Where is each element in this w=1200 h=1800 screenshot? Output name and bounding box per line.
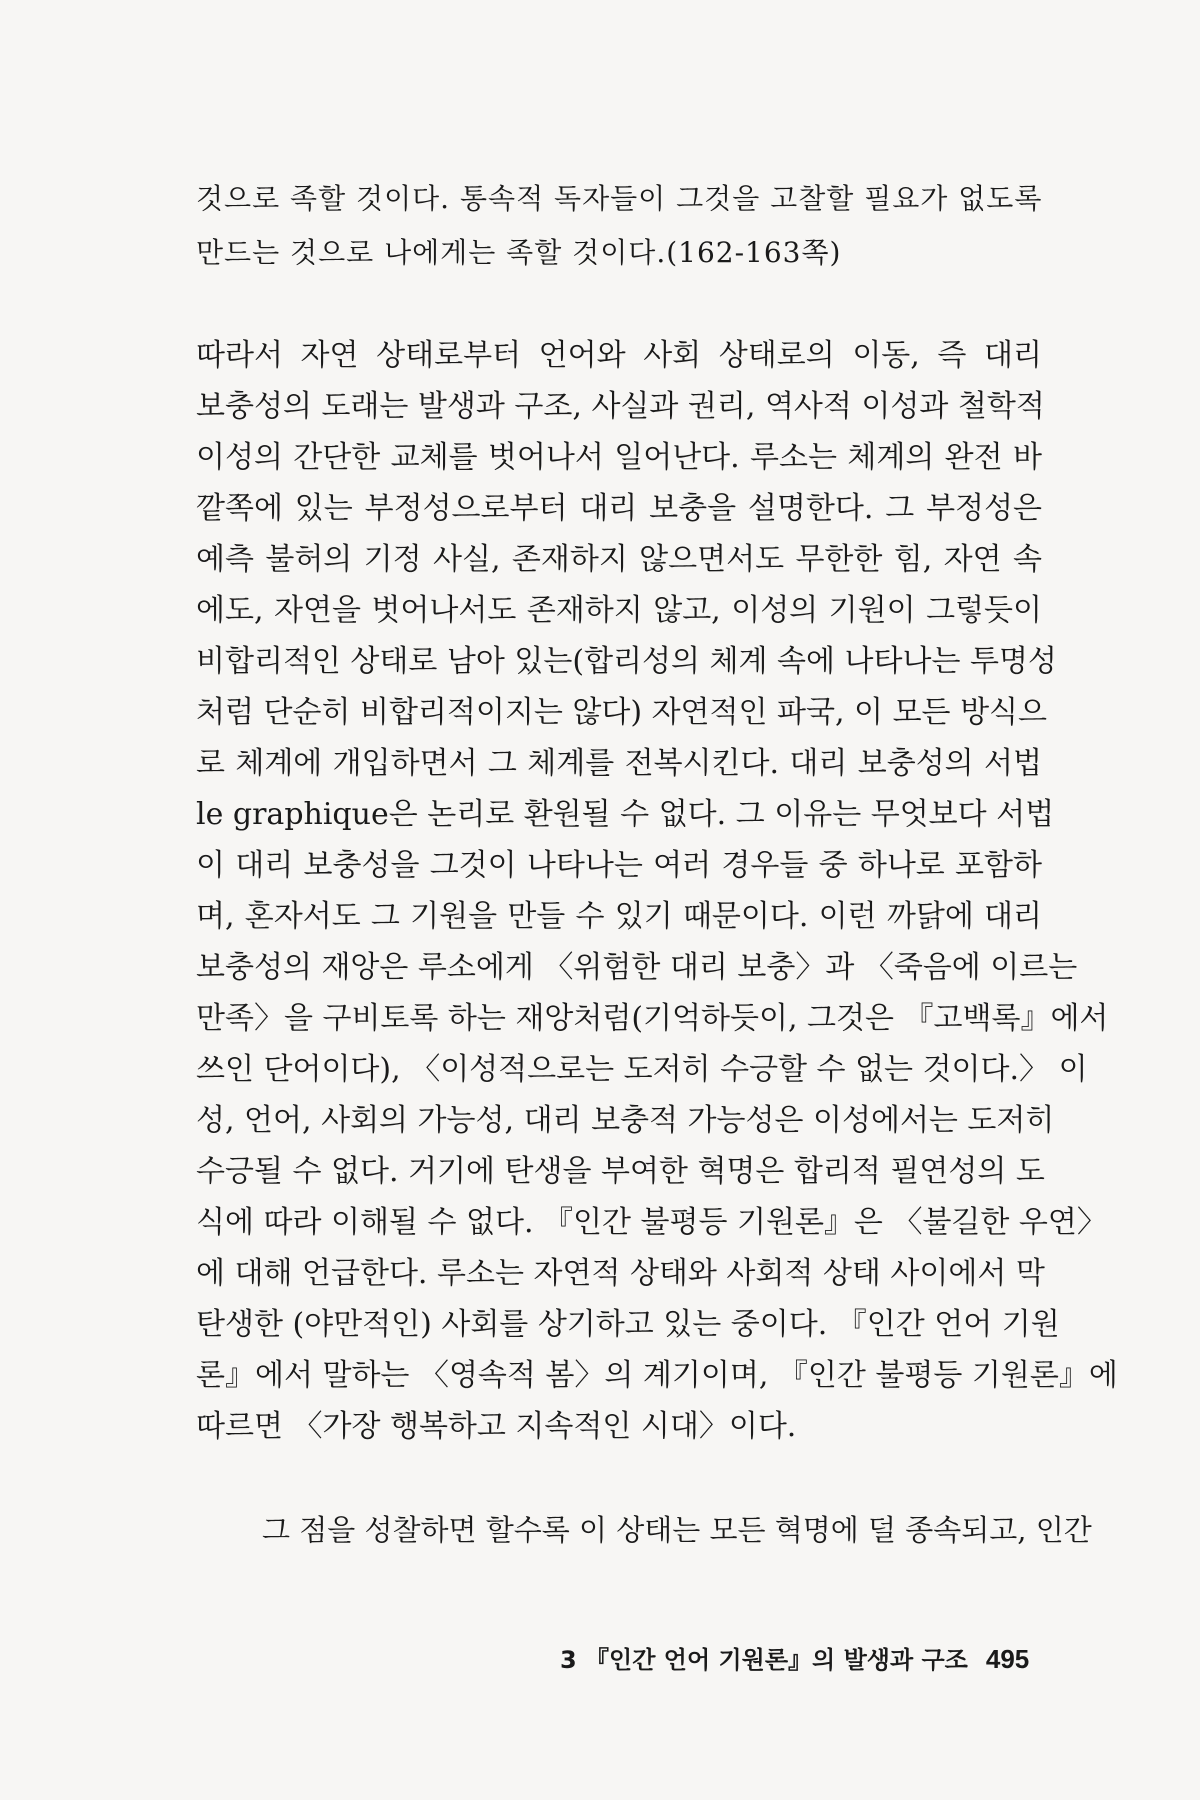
paragraph-line: 쓰인 단어이다), 〈이성적으로는 도저히 수긍할 수 없는 것이다.〉 이 <box>196 1052 1088 1087</box>
paragraph-line: 탄생한 (야만적인) 사회를 상기하고 있는 중이다. 『인간 언어 기원 <box>196 1307 1060 1342</box>
paragraph-line: 따라서 자연 상태로부터 언어와 사회 상태로의 이동, 즉 대리 <box>196 338 1042 373</box>
paragraph-line: 비합리적인 상태로 남아 있는(합리성의 체계 속에 나타나는 투명성 <box>196 644 1057 679</box>
running-head: 3 『인간 언어 기원론』의 발생과 구조 <box>560 1646 968 1674</box>
paragraph-line: 예측 불허의 기정 사실, 존재하지 않으면서도 무한한 힘, 자연 속 <box>196 542 1042 577</box>
paragraph-line: 식에 따라 이해될 수 없다. 『인간 불평등 기원론』은 〈불길한 우연〉 <box>196 1205 1107 1240</box>
page-number: 495 <box>985 1644 1030 1674</box>
paragraph-line: 에도, 자연을 벗어나서도 존재하지 않고, 이성의 기원이 그렇듯이 <box>196 593 1042 628</box>
block-quote <box>196 172 1043 280</box>
body-paragraph <box>196 330 1118 1452</box>
paragraph-line: 이성의 간단한 교체를 벗어나서 일어난다. 루소는 체계의 완전 바 <box>196 440 1042 475</box>
quote-line: 그 점을 성찰하면 할수록 이 상태는 모든 혁명에 덜 종속되고, 인간 <box>262 1513 1092 1547</box>
paragraph-line: 보충성의 도래는 발생과 구조, 사실과 권리, 역사적 이성과 철학적 <box>196 389 1045 424</box>
paragraph-line: le graphique은 논리로 환원될 수 없다. 그 이유는 무엇보다 서법 <box>196 797 1055 832</box>
quote-line: 만드는 것으로 나에게는 족할 것이다.(162-163쪽) <box>196 236 842 269</box>
paragraph-line: 보충성의 재앙은 루소에게 〈위험한 대리 보충〉과 〈죽음에 이르는 <box>196 950 1078 985</box>
quote-line: 것으로 족할 것이다. 통속적 독자들이 그것을 고찰할 필요가 없도록 <box>196 182 1043 215</box>
paragraph-line: 론』에서 말하는 〈영속적 봄〉의 계기이며, 『인간 불평등 기원론』에 <box>196 1358 1118 1393</box>
paragraph-line: 며, 혼자서도 그 기원을 만들 수 있기 때문이다. 이런 까닭에 대리 <box>196 899 1042 934</box>
paragraph-line: 수긍될 수 없다. 거기에 탄생을 부여한 혁명은 합리적 필연성의 도 <box>196 1154 1045 1189</box>
page-footer <box>560 1640 1030 1675</box>
paragraph-line: 만족〉을 구비토록 하는 재앙처럼(기억하듯이, 그것은 『고백록』에서 <box>196 1001 1109 1036</box>
paragraph-line: 따르면 〈가장 행복하고 지속적인 시대〉이다. <box>196 1409 797 1444</box>
paragraph-line: 에 대해 언급한다. 루소는 자연적 상태와 사회적 상태 사이에서 막 <box>196 1256 1045 1291</box>
paragraph-line: 이 대리 보충성을 그것이 나타나는 여러 경우들 중 하나로 포함하 <box>196 848 1042 883</box>
paragraph-line: 로 체계에 개입하면서 그 체계를 전복시킨다. 대리 보충성의 서법 <box>196 746 1042 781</box>
paragraph-line: 성, 언어, 사회의 가능성, 대리 보충적 가능성은 이성에서는 도저히 <box>196 1103 1055 1138</box>
indented-quote <box>196 1510 1092 1550</box>
paragraph-line: 깥쪽에 있는 부정성으로부터 대리 보충을 설명한다. 그 부정성은 <box>196 491 1042 526</box>
paragraph-line: 처럼 단순히 비합리적이지는 않다) 자연적인 파국, 이 모든 방식으 <box>196 695 1048 730</box>
